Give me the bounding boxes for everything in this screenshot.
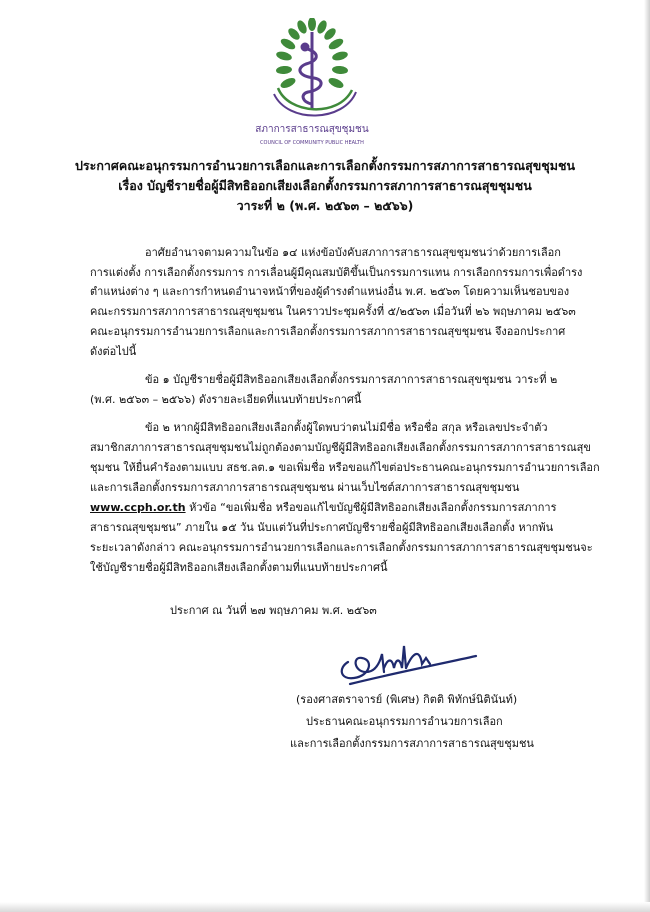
signature-icon [330,628,480,690]
clause-2-line [90,500,556,515]
clause-1-line: (พ.ศ. ๒๕๖๓ – ๒๕๖๖) ดังรายละเอียดที่แนบท้ายประกาศนี้ [90,393,362,406]
clause-2-line: ใช้บัญชีรายชื่อผู้มีสิทธิออกเสียงเลือกตั้งตามที่แนบท้ายประกาศนี้ [90,561,388,574]
announcement-term: วาระที่ ๒ (พ.ศ. ๒๕๖๓ – ๒๕๖๖) [236,198,414,213]
clause-2-text: หัวข้อ “ขอเพิ่มชื่อ หรือขอแก้ไขบัญชีผู้มีสิทธิออกเสียงเลือกตั้งกรรมการสภาการ [185,501,557,514]
clause-2-line: สาธารณสุขชุมชน” ภายใน ๑๕ วัน นับแต่วันที่ประกาศบัญชีรายชื่อผู้มีสิทธิออกเสียงเลือกตั้ง หากพ้น [90,521,554,534]
announcement-date: ประกาศ ณ วันที่ ๒๗ พฤษภาคม พ.ศ. ๒๕๖๓ [170,604,377,617]
council-logo [248,18,376,150]
clause-2-line: ระยะเวลาดังกล่าว คณะอนุกรรมการอำนวยการเลือกและการเลือกตั้งกรรมการสภาการสาธารณสุขชุมชนจะ [90,541,593,554]
para1-line: ตำแหน่งต่าง ๆ และการกำหนดอำนาจหน้าที่ของผู้ดำรงตำแหน่งอื่น พ.ศ. ๒๕๖๓ โดยความเห็นชอบของ [90,285,570,298]
clause-2-line: และการเลือกตั้งกรรมการสภาการสาธารณสุขชุมชน ผ่านเว็บไซต์สภาการสาธารณสุขชุมชน [90,481,520,494]
signatory-name: (รองศาสตราจารย์ (พิเศษ) กิตติ พิทักษ์นิตินันท์) [296,693,518,706]
website-link[interactable]: www.ccph.or.th [90,501,186,514]
clause-2-line: ข้อ ๒ หากผู้มีสิทธิออกเสียงเลือกตั้งผู้ใดพบว่าตนไม่มีชื่อ หรือชื่อ สกุล หรือเลขประจำตัว [145,421,548,434]
page-edge-right [644,0,650,912]
page-edge-bottom [0,902,650,912]
caduceus-icon [300,32,321,110]
announcement-subject: เรื่อง บัญชีรายชื่อผู้มีสิทธิออกเสียงเลือกตั้งกรรมการสภาการสาธารณสุขชุมชน [118,178,532,193]
clause-2-line: สมาชิกสภาการสาธารณสุขชุมชนไม่ถูกต้องตามบัญชีผู้มีสิทธิออกเสียงเลือกตั้งกรรมการสภาการสาธารณสุข [90,441,591,454]
announcement-title: ประกาศคณะอนุกรรมการอำนวยการเลือกและการเลือกตั้งกรรมการสภาการสาธารณสุขชุมชน [74,158,576,173]
logo-text-en: COUNCIL OF COMMUNITY PUBLIC HEALTH [260,140,364,146]
para1-line: คณะอนุกรรมการอำนวยการเลือกและการเลือกตั้งกรรมการสภาการสาธารณสุขชุมชน จึงออกประกาศ [90,325,566,338]
para1-line: ดังต่อไปนี้ [90,345,137,358]
signatory-position: และการเลือกตั้งกรรมการสภาการสาธารณสุขชุมชน [290,737,534,750]
para1-line: การแต่งตั้ง การเลือกตั้งกรรมการ การเลื่อนผู้มีคุณสมบัติขึ้นเป็นกรรมการแทน การเลือกกรรมการเพื่อดำรง [90,266,583,279]
logo-text-th: สภาการสาธารณสุขชุมชน [255,124,369,135]
clause-2-line: ชุมชน ให้ยื่นคำร้องตามแบบ สธช.ลต.๑ ขอเพิ่มชื่อ หรือขอแก้ไขต่อประธานคณะอนุกรรมการอำนวยการเลือก [90,461,600,474]
clause-1-line: ข้อ ๑ บัญชีรายชื่อผู้มีสิทธิออกเสียงเลือกตั้งกรรมการสภาการสาธารณสุขชุมชน วาระที่ ๒ [145,373,558,386]
signatory-position: ประธานคณะอนุกรรมการอำนวยการเลือก [306,715,503,728]
para1-line: คณะกรรมการสภาการสาธารณสุขชุมชน ในคราวประชุมครั้งที่ ๕/๒๕๖๓ เมื่อวันที่ ๒๖ พฤษภาคม ๒๕๖๓ [90,305,576,318]
para1-line: อาศัยอำนาจตามความในข้อ ๑๔ แห่งข้อบังคับสภาการสาธารณสุขชุมชนว่าด้วยการเลือก [145,246,561,259]
